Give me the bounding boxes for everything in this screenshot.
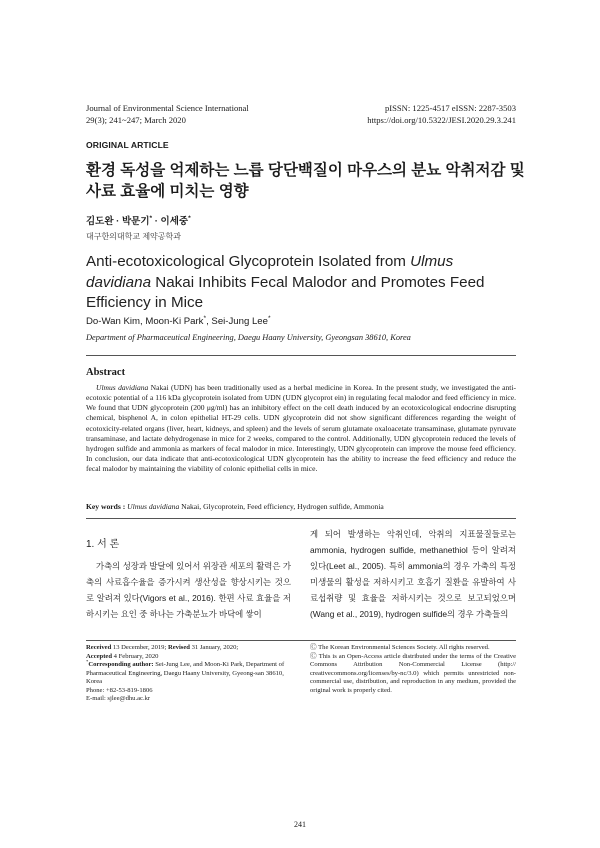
korean-author-mark-2: * bbox=[188, 214, 191, 222]
korean-authors bbox=[86, 213, 191, 227]
abstract-body bbox=[86, 383, 516, 474]
korean-authors-tail: · 이세중 bbox=[152, 216, 189, 227]
english-title bbox=[86, 252, 522, 314]
journal-ids bbox=[330, 102, 516, 126]
section-heading-introduction: 1. 서 론 bbox=[86, 539, 120, 550]
english-affiliation: Department of Pharmaceutical Engineering, Daegu Haany University, Gyeongsan 38610, Korea bbox=[86, 333, 411, 342]
copyright-notice: Ⓒ The Korean Environmental Sciences Society. All rights reserved. bbox=[310, 644, 490, 651]
issn: pISSN: 1225-4517 eISSN: 2287-3503 bbox=[384, 103, 516, 113]
revised-date: 31 January, 2020; bbox=[189, 644, 239, 651]
email[interactable]: E-mail: sjlee@dhu.ac.kr bbox=[86, 695, 151, 702]
english-authors-a: Do-Wan Kim, Moon-Ki Park bbox=[86, 316, 204, 327]
english-author-mark-1: * bbox=[203, 314, 207, 322]
korean-author-mark-1: * bbox=[149, 214, 153, 222]
license-notice: Ⓒ This is an Open-Access article distributed under the terms of the Creative Commons Attribution Non-Commercial License (http:// creativecommons.org/licenses/by-nc/3.0) which permits unrestricted non-commercial use, distribution, and reproduction in any medium, provided the original work is properly cited. bbox=[310, 652, 516, 694]
korean-authors-main: 김도완 · 박문기 bbox=[86, 216, 150, 227]
english-authors bbox=[86, 316, 271, 327]
korean-affiliation: 대구한의대학교 제약공학과 bbox=[86, 232, 181, 241]
english-author-mark-2: * bbox=[267, 314, 271, 322]
accepted-label: Accepted bbox=[86, 652, 112, 660]
english-title-species: Ulmus davidiana bbox=[86, 253, 454, 291]
english-authors-b: , Sei-Jung Lee bbox=[206, 316, 268, 327]
corresponding-author: Sei-Jung Lee, and Moon-Ki Park, Department of Pharmaceutical Engineering, Daegu Haany University, Gyeong-san 38610, Korea bbox=[86, 661, 285, 685]
revised-label: Revised bbox=[167, 644, 190, 651]
journal-header bbox=[86, 102, 249, 126]
journal-name: Journal of Environmental Science International bbox=[86, 103, 249, 113]
abstract-text: Nakai (UDN) has been traditionally used as a herbal medicine in Korea. In the present study, we investigated the anti-ecotoxic potential of a 116 kDa glycoprotein isolated from UDN (UDN glycoprot ein) in regulating fecal malodor and feed efficiency in mice. We found that UDN glycoprotein (200 μg/ml) has an inhibitory effect on the cell death induced by an ecotoxicological endocrine disrupting chemical, bisphenol A, in colon epithelial HT-29 cells. UDN glycoprotein did not show significant differences regarding the weight of ecotoxicity-related organs (liver, heart, kidneys, and spleen) and the levels of serum glutamate oxaloacetate transaminase, glutamate pyruvate transaminase, and lactate dehydrogenase in mice for 2 weeks, compared to the control. Additionally, UDN glycoprotein reduced the levels of hydrogen sulfide and ammonia as markers of fecal malodor in mice. Interestingly, UDN glycoprotein can improve the mouse feed efficiency. In conclusion, our data indicate that anti-ecotoxicological UDN glycoprotein has the ability to increase the feed efficiency and reduce the fecal malodor by maintaining the viability of colonic epithelial cells in mice. bbox=[86, 383, 517, 474]
corresponding-label: Corresponding author: bbox=[88, 661, 154, 668]
keywords-species: Ulmus davidiana bbox=[127, 502, 180, 511]
page-number: 241 bbox=[294, 820, 306, 829]
english-title-pre: Anti-ecotoxicological Glycoprotein Isolated from bbox=[86, 253, 411, 270]
korean-title: 환경 독성을 억제하는 느릅 당단백질이 마우스의 분뇨 악취저감 및 사료 효율에 미치는 영향 bbox=[86, 162, 525, 200]
corresponding-mark: * bbox=[86, 658, 89, 664]
volume-issue: 29(3); 241~247; March 2020 bbox=[86, 115, 186, 125]
footnote-article-info bbox=[86, 644, 291, 704]
keywords bbox=[86, 502, 516, 511]
footnote-license bbox=[310, 644, 516, 695]
received-label: Received bbox=[86, 644, 112, 651]
divider-footnotes bbox=[86, 640, 516, 641]
phone: Phone: +82-53-819-1806 bbox=[86, 686, 153, 694]
divider-abstract bbox=[86, 518, 516, 519]
divider-top bbox=[86, 355, 516, 356]
accepted-date: 4 February, 2020 bbox=[112, 652, 159, 660]
abstract-species: Ulmus davidiana bbox=[96, 383, 149, 392]
intro-column-left: 가축의 성장과 발달에 있어서 위장관 세포의 활력은 가축의 사료흡수율을 증가시켜 생산성을 향상시키는 것으로 알려져 있다(Vigors et al., 2016). 한편 사료 효율을 저하시키는 요인 중 하나는 가축분뇨가 바닥에 쌓이 bbox=[86, 561, 291, 619]
article-type: ORIGINAL ARTICLE bbox=[86, 140, 169, 150]
keywords-label: Key words : bbox=[86, 502, 128, 511]
abstract-heading: Abstract bbox=[86, 367, 126, 378]
keywords-list: Nakai, Glycoprotein, Feed efficiency, Hydrogen sulfide, Ammonia bbox=[179, 502, 384, 511]
doi-link[interactable]: https://doi.org/10.5322/JESI.2020.29.3.241 bbox=[367, 115, 516, 125]
english-title-post: Nakai Inhibits Fecal Malodor and Promotes Feed Efficiency in Mice bbox=[86, 273, 485, 311]
received-date: 13 December, 2019; bbox=[111, 644, 168, 651]
intro-column-right: 게 되어 발생하는 악취인데, 악취의 지표물질들로는 ammonia, hydrogen sulfide, methanethiol 등이 알려져 있다(Leet al., 2005). 특히 ammonia의 경우 가축의 특정 미생물의 활성을 저하시키고 호흡기 질환을 유발하여 사료섭취량 및 효율을 저하시키는 것으로 보고되었으며 (Wang et al., 2019), hydrogen sulfide의 경우 가축들의 bbox=[310, 529, 516, 619]
